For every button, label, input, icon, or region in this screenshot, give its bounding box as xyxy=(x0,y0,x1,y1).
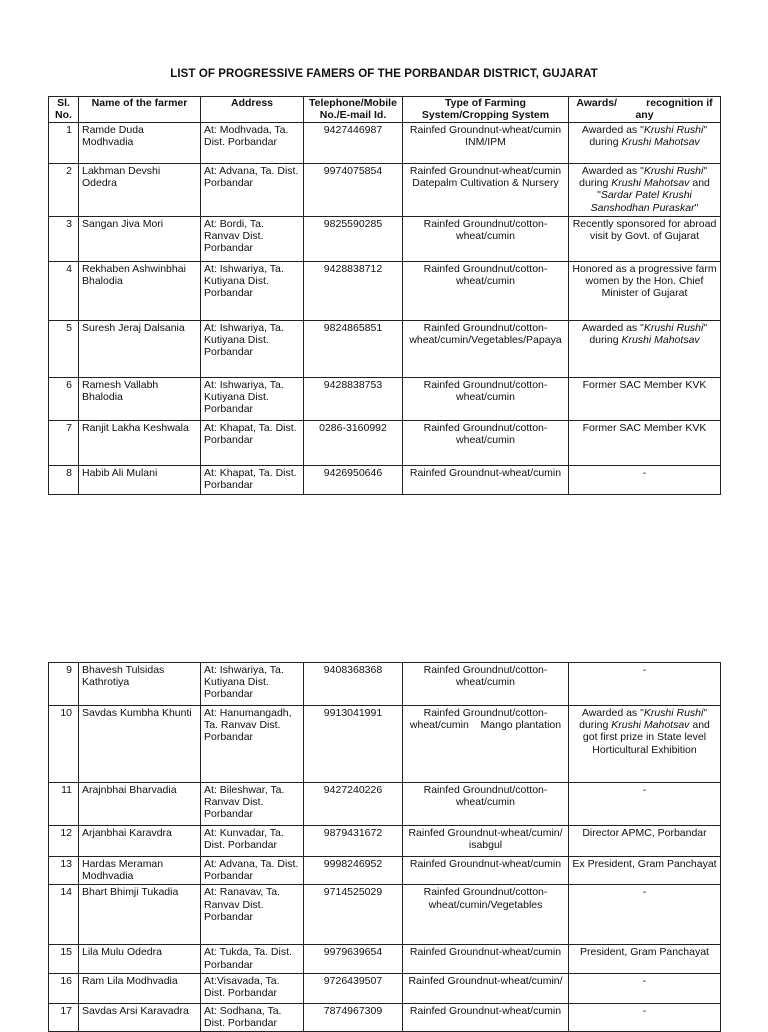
cell-farming: Rainfed Groundnut/cotton-wheat/cumin xyxy=(403,217,569,262)
cell-farming: Rainfed Groundnut/cotton-wheat/cumin Mango plantation xyxy=(403,706,569,783)
cell-address: At: Ishwariya, Ta. Kutiyana Dist. Porbandar xyxy=(201,378,304,421)
cell-phone: 9426950646 xyxy=(304,466,403,495)
cell-name: Lila Mulu Odedra xyxy=(79,945,201,973)
cell-name: Ramde Duda Modhvadia xyxy=(79,123,201,164)
cell-sl-no: 15 xyxy=(49,945,79,973)
cell-phone: 9979639654 xyxy=(304,945,403,973)
cell-phone: 9879431672 xyxy=(304,826,403,857)
cell-name: Savdas Kumbha Khunti xyxy=(79,706,201,783)
cell-awards: Recently sponsored for abroad visit by Govt. of Gujarat xyxy=(569,217,721,262)
table-row xyxy=(49,262,721,321)
cell-name: Habib Ali Mulani xyxy=(79,466,201,495)
cell-farming: Rainfed Groundnut-wheat/cumin xyxy=(403,1003,569,1031)
cell-address: At: Khapat, Ta. Dist. Porbandar xyxy=(201,421,304,466)
cell-sl-no: 6 xyxy=(49,378,79,421)
cell-farming: Rainfed Groundnut/cotton-wheat/cumin xyxy=(403,378,569,421)
table-row xyxy=(49,826,721,857)
cell-awards: Awarded as "Krushi Rushi" during Krushi Mahotsav xyxy=(569,123,721,164)
cell-address: At: Ishwariya, Ta. Kutiyana Dist. Porbandar xyxy=(201,321,304,378)
farmers-table xyxy=(48,96,721,495)
cell-name: Hardas Meraman Modhvadia xyxy=(79,857,201,885)
cell-address: At: Tukda, Ta. Dist. Porbandar xyxy=(201,945,304,973)
table-row xyxy=(49,321,721,378)
cell-sl-no: 5 xyxy=(49,321,79,378)
cell-farming: Rainfed Groundnut/cotton-wheat/cumin xyxy=(403,783,569,826)
farmers-table-continued xyxy=(48,662,721,1032)
cell-sl-no: 10 xyxy=(49,706,79,783)
table-header-row xyxy=(49,97,721,123)
cell-farming: Rainfed Groundnut/cotton-wheat/cumin xyxy=(403,262,569,321)
header-farming: Type of Farming System/Cropping System xyxy=(403,97,569,123)
table-row xyxy=(49,663,721,706)
cell-phone: 9427240226 xyxy=(304,783,403,826)
cell-name: Ram Lila Modhvadia xyxy=(79,973,201,1003)
cell-sl-no: 12 xyxy=(49,826,79,857)
cell-sl-no: 4 xyxy=(49,262,79,321)
cell-sl-no: 13 xyxy=(49,857,79,885)
cell-name: Ramesh Vallabh Bhalodia xyxy=(79,378,201,421)
cell-sl-no: 9 xyxy=(49,663,79,706)
cell-address: At: Modhvada, Ta. Dist. Porbandar xyxy=(201,123,304,164)
cell-farming: Rainfed Groundnut/cotton-wheat/cumin/Vegetables xyxy=(403,885,569,945)
table-row xyxy=(49,945,721,973)
table-row xyxy=(49,857,721,885)
table-row xyxy=(49,973,721,1003)
cell-address: At: Kunvadar, Ta. Dist. Porbandar xyxy=(201,826,304,857)
cell-farming: Rainfed Groundnut-wheat/cumin Datepalm Cultivation & Nursery xyxy=(403,164,569,217)
cell-phone: 9408368368 xyxy=(304,663,403,706)
cell-name: Sangan Jiva Mori xyxy=(79,217,201,262)
header-name: Name of the farmer xyxy=(79,97,201,123)
cell-sl-no: 2 xyxy=(49,164,79,217)
cell-name: Lakhman Devshi Odedra xyxy=(79,164,201,217)
cell-address: At: Hanumangadh, Ta. Ranvav Dist. Porbandar xyxy=(201,706,304,783)
cell-sl-no: 14 xyxy=(49,885,79,945)
cell-phone: 9913041991 xyxy=(304,706,403,783)
cell-phone: 9427446987 xyxy=(304,123,403,164)
cell-awards: Awarded as "Krushi Rushi" during Krushi Mahotsav xyxy=(569,321,721,378)
cell-awards: Director APMC, Porbandar xyxy=(569,826,721,857)
cell-farming: Rainfed Groundnut-wheat/cumin xyxy=(403,857,569,885)
cell-farming: Rainfed Groundnut-wheat/cumin xyxy=(403,466,569,495)
cell-farming: Rainfed Groundnut/cotton-wheat/cumin xyxy=(403,663,569,706)
cell-name: Rekhaben Ashwinbhai Bhalodia xyxy=(79,262,201,321)
cell-phone: 9824865851 xyxy=(304,321,403,378)
cell-farming: Rainfed Groundnut-wheat/cumin INM/IPM xyxy=(403,123,569,164)
cell-awards: Awarded as "Krushi Rushi" during Krushi Mahotsav and "Sardar Patel Krushi Sanshodhan Puraskar" xyxy=(569,164,721,217)
cell-farming: Rainfed Groundnut-wheat/cumin xyxy=(403,945,569,973)
cell-awards: - xyxy=(569,466,721,495)
cell-farming: Rainfed Groundnut/cotton-wheat/cumin xyxy=(403,421,569,466)
cell-address: At: Ranavav, Ta. Ranvav Dist. Porbandar xyxy=(201,885,304,945)
cell-sl-no: 11 xyxy=(49,783,79,826)
table-row xyxy=(49,421,721,466)
header-phone: Telephone/Mobile No./E-mail Id. xyxy=(304,97,403,123)
cell-name: Arajnbhai Bharvadia xyxy=(79,783,201,826)
cell-phone: 9714525029 xyxy=(304,885,403,945)
cell-address: At: Khapat, Ta. Dist. Porbandar xyxy=(201,466,304,495)
cell-sl-no: 1 xyxy=(49,123,79,164)
cell-awards: Former SAC Member KVK xyxy=(569,421,721,466)
cell-awards: Former SAC Member KVK xyxy=(569,378,721,421)
header-sl-no: Sl. No. xyxy=(49,97,79,123)
cell-awards: - xyxy=(569,663,721,706)
cell-awards: - xyxy=(569,783,721,826)
table-row xyxy=(49,217,721,262)
table-row xyxy=(49,164,721,217)
header-address: Address xyxy=(201,97,304,123)
table-row xyxy=(49,378,721,421)
cell-address: At: Bordi, Ta. Ranvav Dist. Porbandar xyxy=(201,217,304,262)
cell-awards: Awarded as "Krushi Rushi" during Krushi Mahotsav and got first prize in State level Horticultural Exhibition xyxy=(569,706,721,783)
table-row xyxy=(49,783,721,826)
cell-name: Bhart Bhimji Tukadia xyxy=(79,885,201,945)
cell-phone: 9726439507 xyxy=(304,973,403,1003)
cell-phone: 9428838753 xyxy=(304,378,403,421)
cell-address: At: Ishwariya, Ta. Kutiyana Dist. Porbandar xyxy=(201,262,304,321)
cell-phone: 9825590285 xyxy=(304,217,403,262)
cell-name: Ranjit Lakha Keshwala xyxy=(79,421,201,466)
cell-awards: - xyxy=(569,885,721,945)
table-row xyxy=(49,706,721,783)
cell-awards: Ex President, Gram Panchayat xyxy=(569,857,721,885)
cell-address: At: Ishwariya, Ta. Kutiyana Dist. Porbandar xyxy=(201,663,304,706)
table-row xyxy=(49,1003,721,1031)
cell-phone: 9428838712 xyxy=(304,262,403,321)
table-row xyxy=(49,466,721,495)
cell-phone: 7874967309 xyxy=(304,1003,403,1031)
cell-address: At: Advana, Ta. Dist. Porbandar xyxy=(201,164,304,217)
cell-sl-no: 8 xyxy=(49,466,79,495)
cell-name: Suresh Jeraj Dalsania xyxy=(79,321,201,378)
cell-sl-no: 17 xyxy=(49,1003,79,1031)
cell-awards: - xyxy=(569,973,721,1003)
cell-name: Arjanbhai Karavdra xyxy=(79,826,201,857)
cell-address: At: Advana, Ta. Dist. Porbandar xyxy=(201,857,304,885)
cell-farming: Rainfed Groundnut-wheat/cumin/ isabgul xyxy=(403,826,569,857)
table-row xyxy=(49,885,721,945)
cell-name: Bhavesh Tulsidas Kathrotiya xyxy=(79,663,201,706)
cell-sl-no: 3 xyxy=(49,217,79,262)
cell-phone: 0286-3160992 xyxy=(304,421,403,466)
cell-awards: President, Gram Panchayat xyxy=(569,945,721,973)
cell-name: Savdas Arsi Karavadra xyxy=(79,1003,201,1031)
cell-sl-no: 7 xyxy=(49,421,79,466)
cell-farming: Rainfed Groundnut/cotton-wheat/cumin/Vegetables/Papaya xyxy=(403,321,569,378)
cell-address: At: Sodhana, Ta. Dist. Porbandar xyxy=(201,1003,304,1031)
cell-phone: 9974075854 xyxy=(304,164,403,217)
cell-address: At:Visavada, Ta. Dist. Porbandar xyxy=(201,973,304,1003)
header-awards: Awards/ recognition if any xyxy=(569,97,721,123)
cell-farming: Rainfed Groundnut-wheat/cumin/ xyxy=(403,973,569,1003)
cell-sl-no: 16 xyxy=(49,973,79,1003)
cell-address: At: Bileshwar, Ta. Ranvav Dist. Porbandar xyxy=(201,783,304,826)
cell-phone: 9998246952 xyxy=(304,857,403,885)
table-row xyxy=(49,123,721,164)
cell-awards: - xyxy=(569,1003,721,1031)
cell-awards: Honored as a progressive farm women by the Hon. Chief Minister of Gujarat xyxy=(569,262,721,321)
page-title: LIST OF PROGRESSIVE FAMERS OF THE PORBANDAR DISTRICT, GUJARAT xyxy=(170,68,598,80)
